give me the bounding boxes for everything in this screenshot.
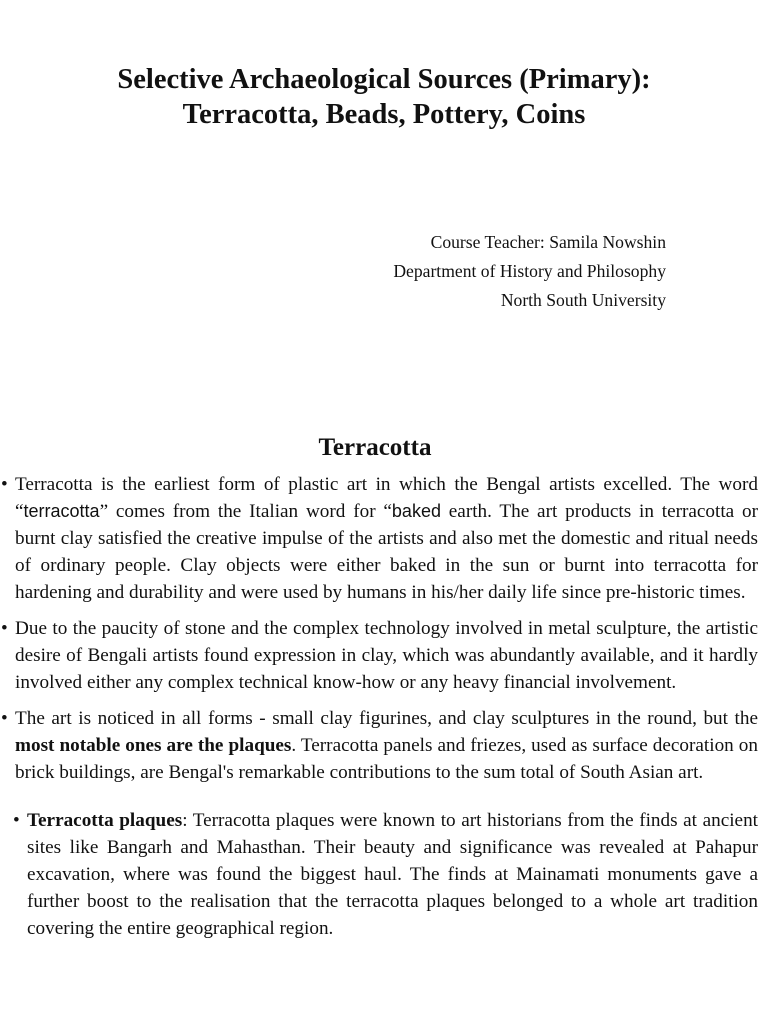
paragraph-text: earth. The art products in terracotta or burnt clay satisfied the creative impulse of the artists and also met the domestic and ritual needs of ordinary people. Clay objects were either baked in the sun or burnt into terracotta for hardening and durability and were used by humans in his/her daily life since pre-historic times.: [15, 501, 758, 603]
course-teacher: Course Teacher: Samila Nowshin: [430, 232, 666, 252]
paragraph-text: Due to the paucity of stone and the complex technology involved in metal sculpture, the artistic desire of Bengali artists found expression in clay, which was abundantly available, and it hardly involved either any complex technical know-how or any heavy financial involvement.: [15, 618, 758, 693]
bullet-list: [0, 471, 758, 951]
university: North South University: [500, 290, 666, 310]
emphasis-text: most notable ones are the plaques: [15, 735, 292, 756]
paragraph-text: The art is noticed in all forms - small clay figurines, and clay sculptures in the round, but the: [15, 708, 758, 729]
bullet-paragraph-1: [0, 471, 758, 606]
bullet-dot: •: [1, 708, 8, 729]
bullet-paragraph-4: [0, 807, 758, 942]
paragraph-text: : Terracotta plaques were known to art historians from the finds at ancient sites like Bangarh and Mahasthan. Their beauty and significance was revealed at Pahapur excavation, where was found the biggest haul. The finds at Mainamati monuments gave a further boost to the realisation that the terracotta plaques belonged to a whole art tradition covering the entire geographical region.: [27, 810, 758, 939]
document-title: Selective Archaeological Sources (Primary): Terracotta, Beads, Pottery, Coins: [117, 64, 651, 130]
term-baked: baked: [391, 501, 441, 521]
bullet-paragraph-3: [0, 705, 758, 786]
author-block: [300, 228, 666, 315]
paragraph-text: . Terracotta panels and friezes, used as surface decoration on brick buildings, are Bengal's remarkable contributions to the sum total of South Asian art.: [15, 735, 758, 783]
paragraph-text: ” comes from the Italian word for “: [99, 501, 392, 522]
department: Department of History and Philosophy: [393, 261, 666, 281]
term-terracotta-plaques: Terracotta plaques: [27, 810, 183, 831]
term-terracotta: terracotta: [23, 501, 100, 521]
bullet-dot: •: [1, 618, 8, 639]
paragraph-text: Terracotta is the earliest form of plastic art in which the Bengal artists excelled. The word “: [15, 474, 758, 522]
bullet-dot: •: [13, 810, 20, 831]
bullet-paragraph-2: [0, 615, 758, 696]
section-heading: Terracotta: [318, 434, 432, 461]
bullet-dot: •: [1, 474, 8, 495]
